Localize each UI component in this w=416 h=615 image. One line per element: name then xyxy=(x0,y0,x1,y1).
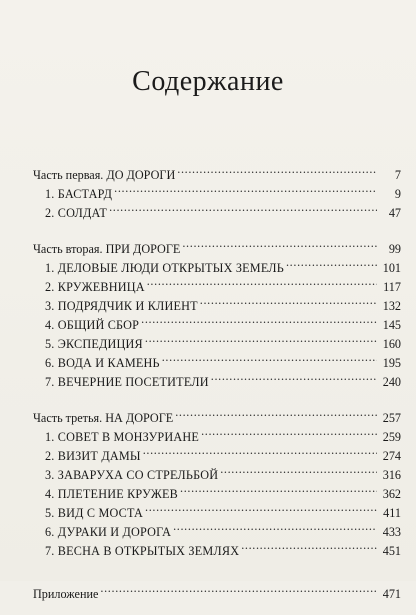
toc-chapter-title: 6. ВОДА И КАМЕНЬ xyxy=(45,356,160,370)
toc-page-number: 316 xyxy=(382,468,401,482)
toc-chapter-title: 5. ЭКСПЕДИЦИЯ xyxy=(45,337,143,351)
toc-part-2 xyxy=(33,234,401,389)
dot-leader xyxy=(173,517,377,536)
dot-leader xyxy=(220,460,377,479)
toc-chapter-title: 7. ВЕЧЕРНИЕ ПОСЕТИТЕЛИ xyxy=(45,375,209,389)
table-of-contents xyxy=(33,160,401,615)
toc-page-number: 274 xyxy=(382,449,401,463)
dot-leader xyxy=(180,479,377,498)
toc-page-number: 433 xyxy=(382,525,401,539)
dot-leader xyxy=(286,253,377,272)
dot-leader xyxy=(241,536,377,555)
toc-chapter-title: 1. СОВЕТ В МОНЗУРИАНЕ xyxy=(45,430,200,444)
toc-chapter-title: 1. БАСТАРД xyxy=(45,187,113,201)
toc-page-number: 160 xyxy=(382,337,401,351)
page-title: Содержание xyxy=(132,66,284,97)
toc-page-number: 411 xyxy=(383,506,401,520)
dot-leader xyxy=(177,160,377,179)
toc-chapter-title: 2. ВИЗИТ ДАМЫ xyxy=(45,449,141,463)
toc-page-number: 99 xyxy=(388,242,401,256)
toc-chapter-title: 5. ВИД С МОСТА xyxy=(45,506,144,520)
toc-page-number: 195 xyxy=(382,356,401,370)
dot-leader xyxy=(143,441,377,460)
toc-page-number: 240 xyxy=(382,375,401,389)
toc-page-number: 47 xyxy=(388,206,401,220)
dot-leader xyxy=(145,329,377,348)
toc-page-number: 259 xyxy=(382,430,401,444)
dot-leader xyxy=(109,198,377,217)
dot-leader xyxy=(182,234,377,253)
toc-chapter-title: 4. ПЛЕТЕНИЕ КРУЖЕВ xyxy=(45,487,179,501)
dot-leader xyxy=(147,272,377,291)
dot-leader xyxy=(201,422,377,441)
dot-leader xyxy=(200,291,377,310)
toc-page-number: 257 xyxy=(382,411,401,425)
toc-part-entry[interactable] xyxy=(33,160,401,182)
toc-part-title: Часть третья. НА ДОРОГЕ xyxy=(33,411,174,425)
toc-page-number: 117 xyxy=(383,280,401,294)
toc-part-entry[interactable] xyxy=(33,403,401,425)
toc-page-number: 471 xyxy=(382,587,401,601)
toc-part-3 xyxy=(33,403,401,558)
toc-chapter-title: 4. ОБЩИЙ СБОР xyxy=(45,318,140,332)
toc-page-number: 7 xyxy=(394,168,401,182)
dot-leader xyxy=(175,403,377,422)
toc-chapter-title: 2. КРУЖЕВНИЦА xyxy=(45,280,145,294)
toc-part-title: Часть вторая. ПРИ ДОРОГЕ xyxy=(33,242,181,256)
toc-page-number: 451 xyxy=(382,544,401,558)
toc-page-number: 362 xyxy=(382,487,401,501)
dot-leader xyxy=(114,179,377,198)
toc-chapter-title: 7. ВЕСНА В ОТКРЫТЫХ ЗЕМЛЯХ xyxy=(45,544,240,558)
dot-leader xyxy=(141,310,377,329)
toc-page-number: 132 xyxy=(382,299,401,313)
dot-leader xyxy=(211,367,377,386)
toc-appendix xyxy=(33,579,401,601)
toc-part-entry[interactable] xyxy=(33,234,401,256)
toc-appendix-title: Приложение xyxy=(33,587,99,601)
toc-chapter-title: 1. ДЕЛОВЫЕ ЛЮДИ ОТКРЫТЫХ ЗЕМЕЛЬ xyxy=(45,261,284,275)
toc-page-number: 101 xyxy=(382,261,401,275)
toc-chapter-title: 2. СОЛДАТ xyxy=(45,206,108,220)
toc-chapter-title: 6. ДУРАКИ И ДОРОГА xyxy=(45,525,172,539)
toc-appendix-entry[interactable] xyxy=(33,579,401,601)
dot-leader xyxy=(100,579,377,598)
page-bleed-through xyxy=(120,8,310,57)
dot-leader xyxy=(162,348,377,367)
toc-chapter-title: 3. ЗАВАРУХА СО СТРЕЛЬБОЙ xyxy=(45,468,219,482)
toc-page-number: 9 xyxy=(394,187,401,201)
dot-leader xyxy=(145,498,377,517)
toc-chapter-title: 3. ПОДРЯДЧИК И КЛИЕНТ xyxy=(45,299,198,313)
toc-page-number: 145 xyxy=(382,318,401,332)
toc-part-title: Часть первая. ДО ДОРОГИ xyxy=(33,168,176,182)
toc-part-1 xyxy=(33,160,401,220)
